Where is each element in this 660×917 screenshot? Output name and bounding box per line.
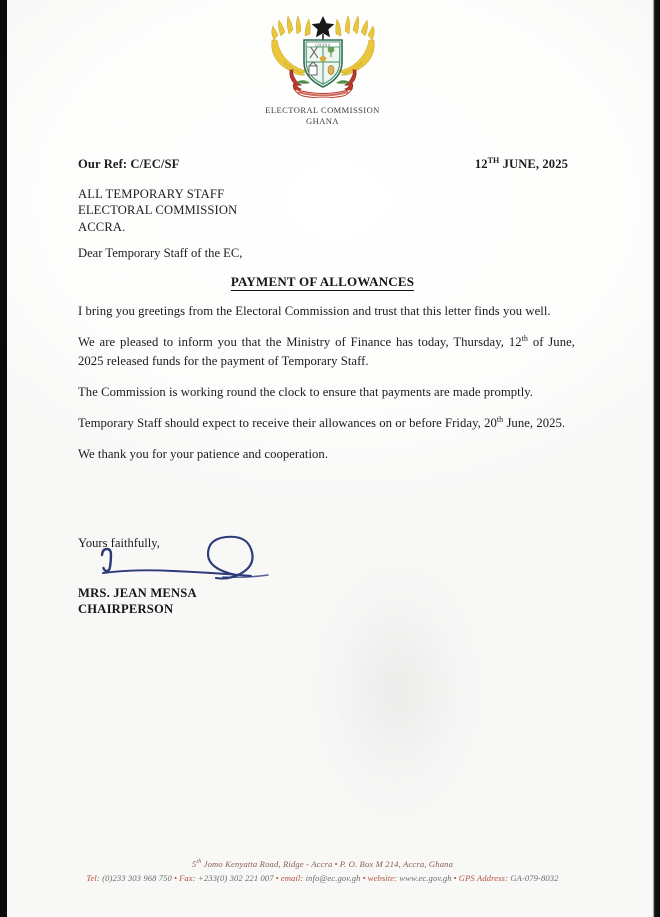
date-month-year: JUNE, 2025 [499, 157, 568, 171]
footer-separator-icon: • [362, 873, 366, 883]
footer-address-line [0, 857, 645, 871]
body-paragraph [78, 333, 575, 370]
footer-contact-line [0, 871, 645, 885]
signer-title: CHAIRPERSON [78, 602, 174, 616]
organization-country: GHANA [306, 115, 339, 126]
footer-separator-icon: • [173, 873, 178, 883]
footer-separator-icon: • [334, 859, 338, 869]
paragraph-text-post: of June, 2025 released funds for the payment of Temporary Staff. [78, 335, 575, 368]
footer-separator-icon: • [275, 873, 279, 883]
email-label: email: [280, 873, 304, 883]
email-value[interactable]: info@ec.gov.gh [303, 873, 361, 883]
fax-label: Fax: [179, 873, 196, 883]
letterhead [0, 10, 645, 126]
closing-phrase: Yours faithfully, [78, 536, 160, 550]
ghana-coat-of-arms-icon [264, 10, 382, 98]
address-postbox: P. O. Box M 214, Accra, Ghana [339, 859, 454, 869]
ordinal-suffix: th [521, 333, 528, 343]
subject-text: PAYMENT OF ALLOWANCES [230, 274, 415, 289]
letter-date [475, 157, 568, 172]
website-value[interactable]: www.ec.gov.gh [397, 873, 452, 883]
paragraph-text-pre: We are pleased to inform you that the Ministry of Finance has today, Thursday, 12 [78, 335, 522, 350]
paragraph-text-post: June, 2025. [503, 415, 566, 430]
scan-edge-right [652, 0, 660, 917]
handwritten-signature-icon [86, 533, 366, 585]
body-paragraph [78, 414, 575, 433]
address-number: 5 [191, 859, 197, 869]
footer-separator-icon: • [453, 873, 457, 883]
addressee-line: ACCRA. [78, 219, 126, 234]
signature-block [78, 536, 398, 617]
salutation: Dear Temporary Staff of the EC, [78, 246, 243, 260]
addressee-line: ELECTORAL COMMISSION [78, 203, 238, 218]
addressee-block [78, 186, 237, 235]
date-ordinal-suffix: TH [487, 155, 500, 165]
svg-text:GHANA: GHANA [314, 43, 331, 48]
tel-label: Tel: [86, 873, 100, 883]
paragraph-text-pre: Temporary Staff should expect to receive their allowances on or before Friday, 20 [78, 415, 497, 430]
organization-name: ELECTORAL COMMISSION [265, 105, 380, 115]
date-day: 12 [474, 157, 488, 171]
ordinal-suffix: th [496, 414, 504, 424]
gps-label: GPS Address: [458, 873, 508, 883]
address-ordinal: th [196, 859, 202, 866]
tel-value: (0)233 303 968 750 [99, 873, 172, 883]
website-label: website: [367, 873, 398, 883]
body-paragraph: The Commission is working round the clock to ensure that payments are made promptly. [78, 384, 534, 399]
fax-value: +233(0) 302 221 007 [195, 873, 274, 883]
body-paragraph: We thank you for your patience and cooperation. [78, 446, 329, 461]
letter-body [78, 302, 575, 476]
letterhead-footer [0, 857, 645, 885]
gps-value: GA-079-8032 [507, 873, 559, 883]
address-street: Jomo Kenyatta Road, Ridge - Accra [201, 859, 333, 869]
subject-heading [0, 274, 645, 290]
signer-name: MRS. JEAN MENSA [78, 586, 197, 600]
reference-row [78, 157, 568, 172]
addressee-line: ALL TEMPORARY STAFF [78, 187, 225, 201]
body-paragraph: I bring you greetings from the Electoral Commission and trust that this letter finds you well. [78, 304, 551, 318]
reference-number: Our Ref: C/EC/SF [78, 157, 180, 171]
